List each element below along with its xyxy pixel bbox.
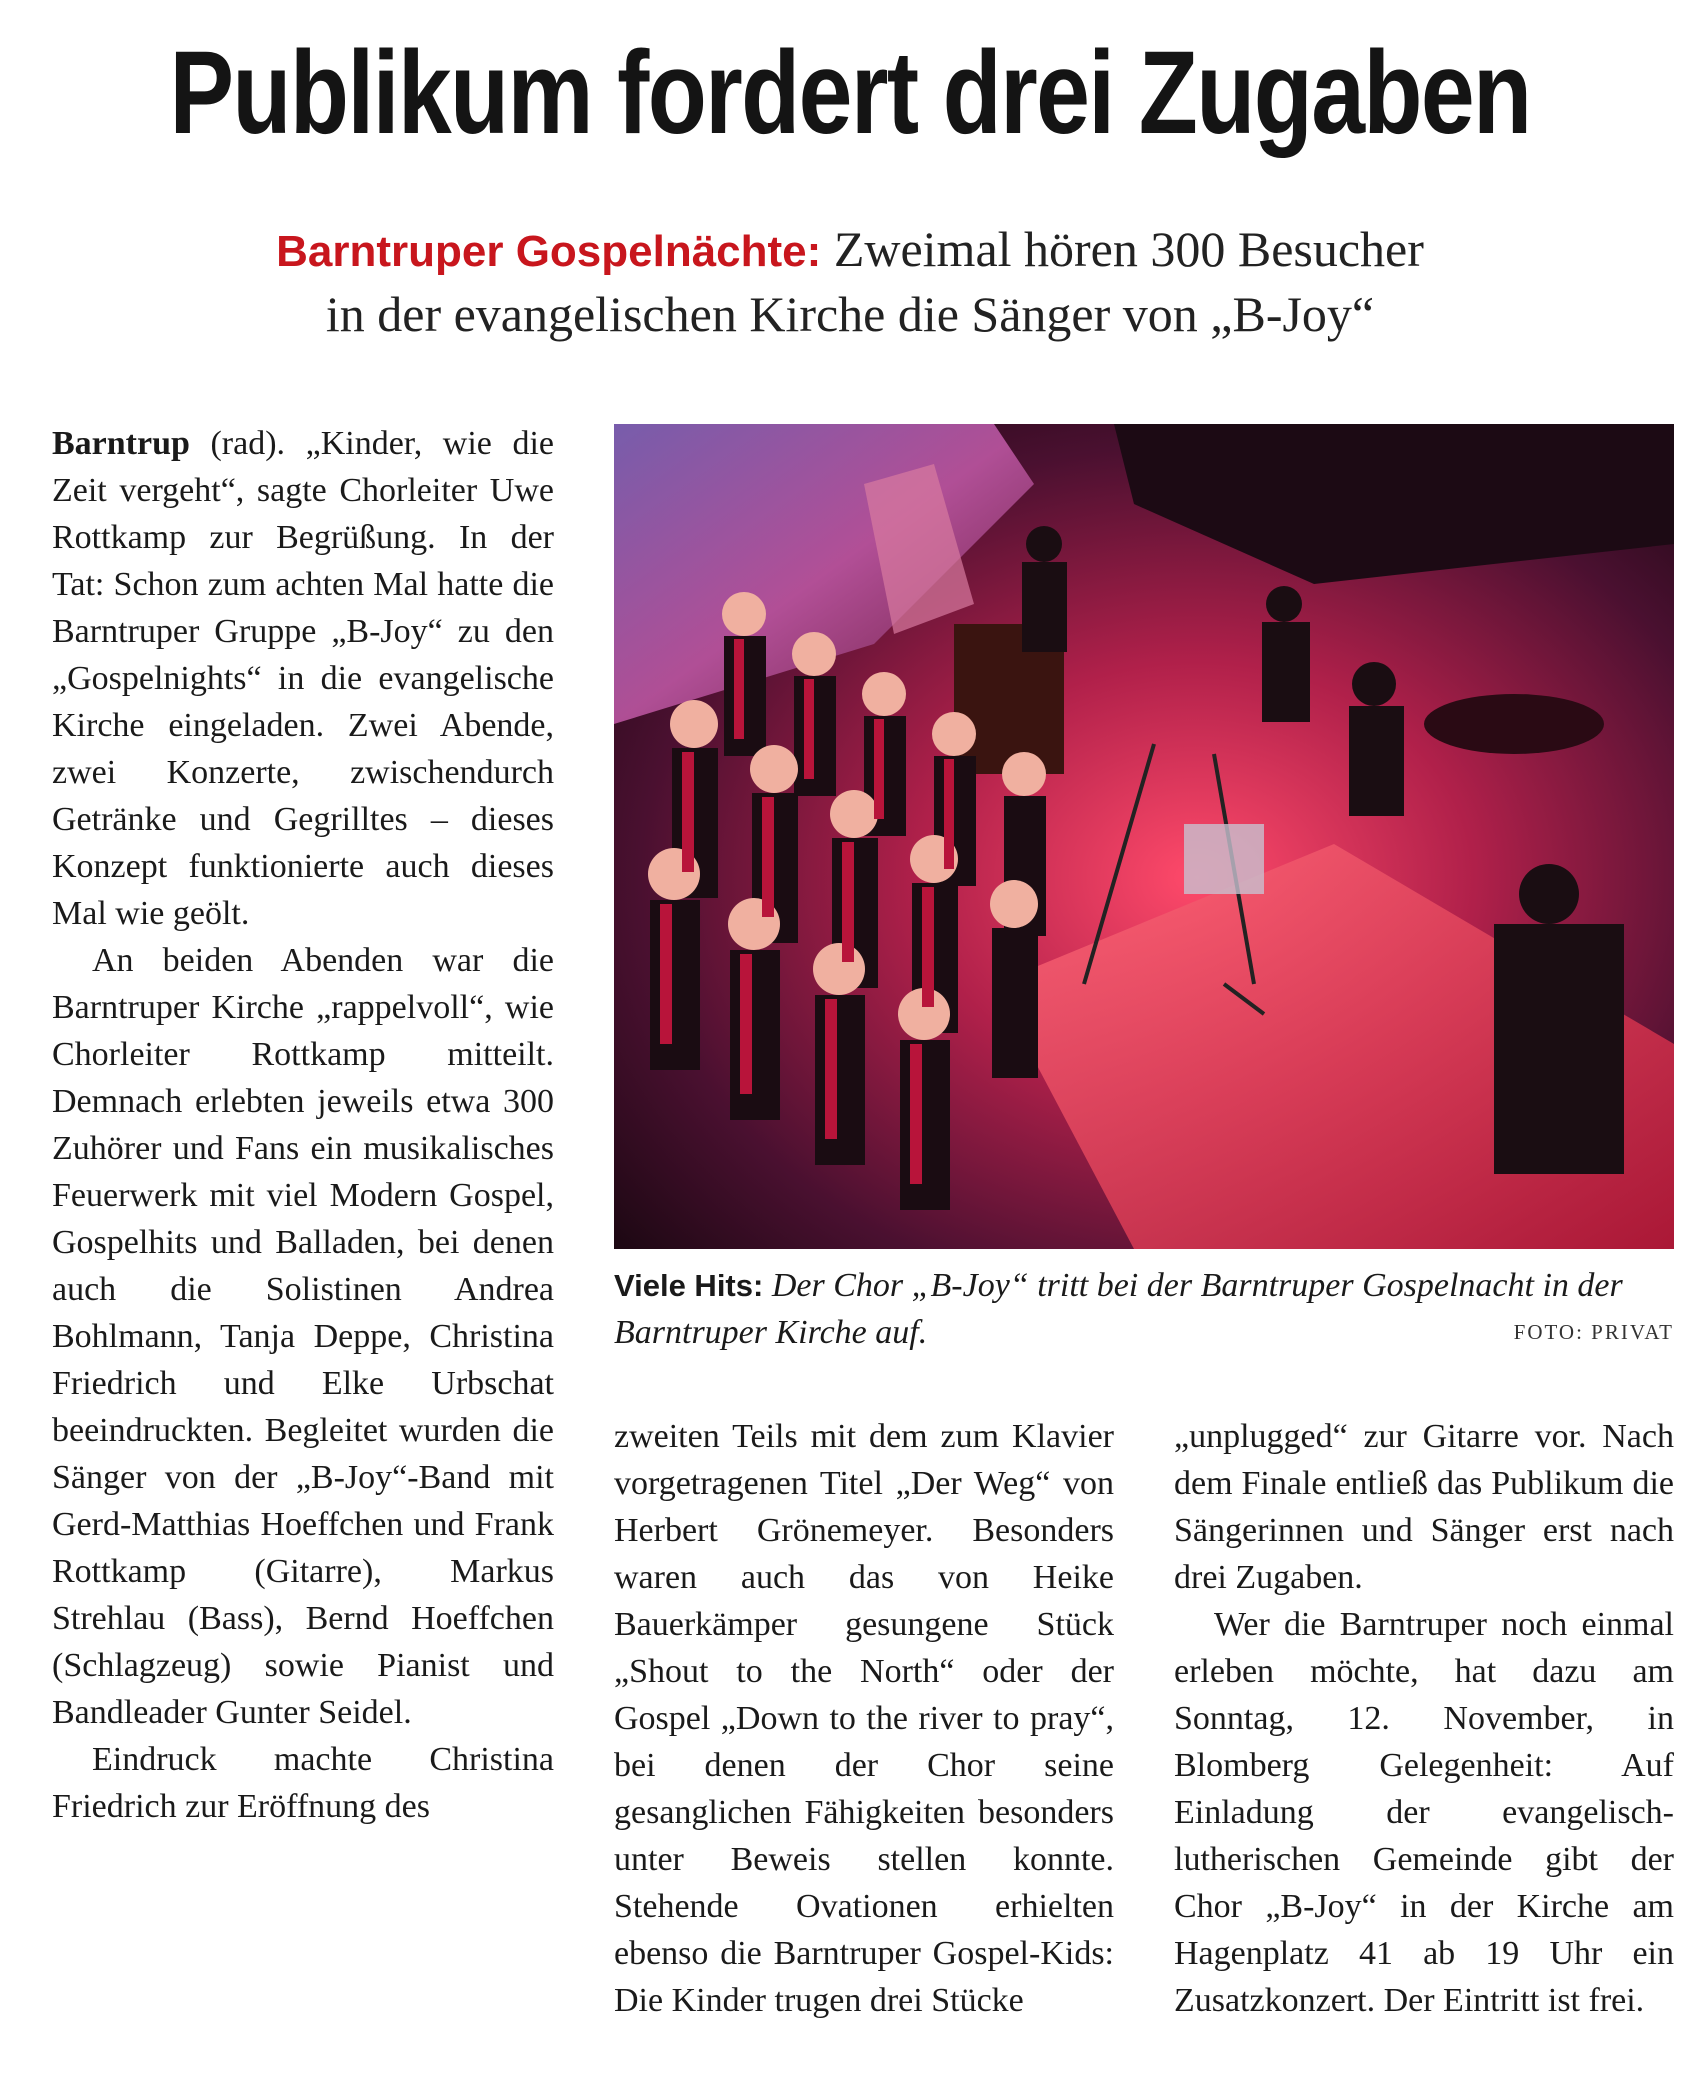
subhead-line-1: Zweimal hören 300 Besucher [833, 221, 1424, 277]
subhead-kicker: Barntruper Gospelnächte: [276, 227, 822, 276]
paragraph [52, 420, 554, 937]
photo-credit: FOTO: PRIVAT [1513, 1320, 1674, 1344]
paragraph-text: (rad). „Kinder, wie die Zeit vergeht“, sagte Chorleiter Uwe Rottkamp zur Begrüßung. In der Tat: Schon zum achten Mal hatte die Barntruper Gruppe „B-Joy“ zu den „Gospelnights“ in die evangelische Kirche eingeladen. Zwei Abende, zwei Konzerte, zwischendurch Getränke und Gegrilltes – dieses Konzept funktionierte auch dieses Mal wie geölt. [52, 425, 554, 932]
choir-photo-illustration [614, 424, 1674, 1249]
paragraph: „unplugged“ zur Gitarre vor. Nach dem Finale entließ das Publikum die Sängerinnen und Sänger erst nach drei Zugaben. [1174, 1418, 1674, 1596]
caption-text: Der Chor „B-Joy“ tritt bei der Barntruper Gospelnacht in der Barntruper Kirche auf. [614, 1267, 1623, 1351]
headline: Publikum fordert drei Zugaben [169, 27, 1531, 159]
choir-photo [614, 424, 1674, 1249]
article-column-2 [614, 1413, 1114, 2024]
paragraph: Eindruck machte Christina Friedrich zur Eröffnung des [52, 1741, 554, 1825]
subheadline [0, 218, 1700, 345]
article-column-3 [1174, 1413, 1674, 2024]
paragraph: zweiten Teils mit dem zum Klavier vorgetragenen Titel „Der Weg“ von Herbert Grönemeyer. Besonders waren auch das von Heike Bauerkämper gesungene Stück „Shout to the North“ oder der Gospel „Down to the river to pray“, bei denen der Chor seine gesanglichen Fähigkeiten besonders unter Beweis stellen konnte. Stehende Ovationen erhielten ebenso die Barntruper Gospel-Kids: Die Kinder trugen drei Stücke [614, 1418, 1114, 2019]
article-column-1 [52, 420, 554, 1830]
paragraph: An beiden Abenden war die Barntruper Kirche „rappelvoll“, wie Chorleiter Rottkamp mitteilt. Demnach erlebten jeweils etwa 300 Zuhörer und Fans ein musikalisches Feuerwerk mit viel Modern Gospel, Gospelhits und Balladen, bei denen auch die Solistinen Andrea Bohlmann, Tanja Deppe, Christina Friedrich und Elke Urbschat beeindruckten. Begleitet wurden die Sänger von der „B-Joy“-Band mit Gerd-Matthias Hoeffchen und Frank Rottkamp (Gitarre), Markus Strehlau (Bass), Bernd Hoeffchen (Schlagzeug) sowie Pianist und Bandleader Gunter Seidel. [52, 942, 554, 1731]
paragraph: Wer die Barntruper noch einmal erleben möchte, hat dazu am Sonntag, 12. November, in Blomberg Gelegenheit: Auf Einladung der evangelisch-lutherischen Gemeinde gibt der Chor „B-Joy“ in der Kirche am Hagenplatz 41 ab 19 Uhr ein Zusatzkonzert. Der Eintritt ist frei. [1174, 1606, 1674, 2019]
caption-kicker: Viele Hits: [614, 1268, 764, 1303]
subhead-line-2: in der evangelischen Kirche die Sänger von „B-Joy“ [325, 286, 1375, 342]
dateline: Barntrup [52, 425, 190, 462]
